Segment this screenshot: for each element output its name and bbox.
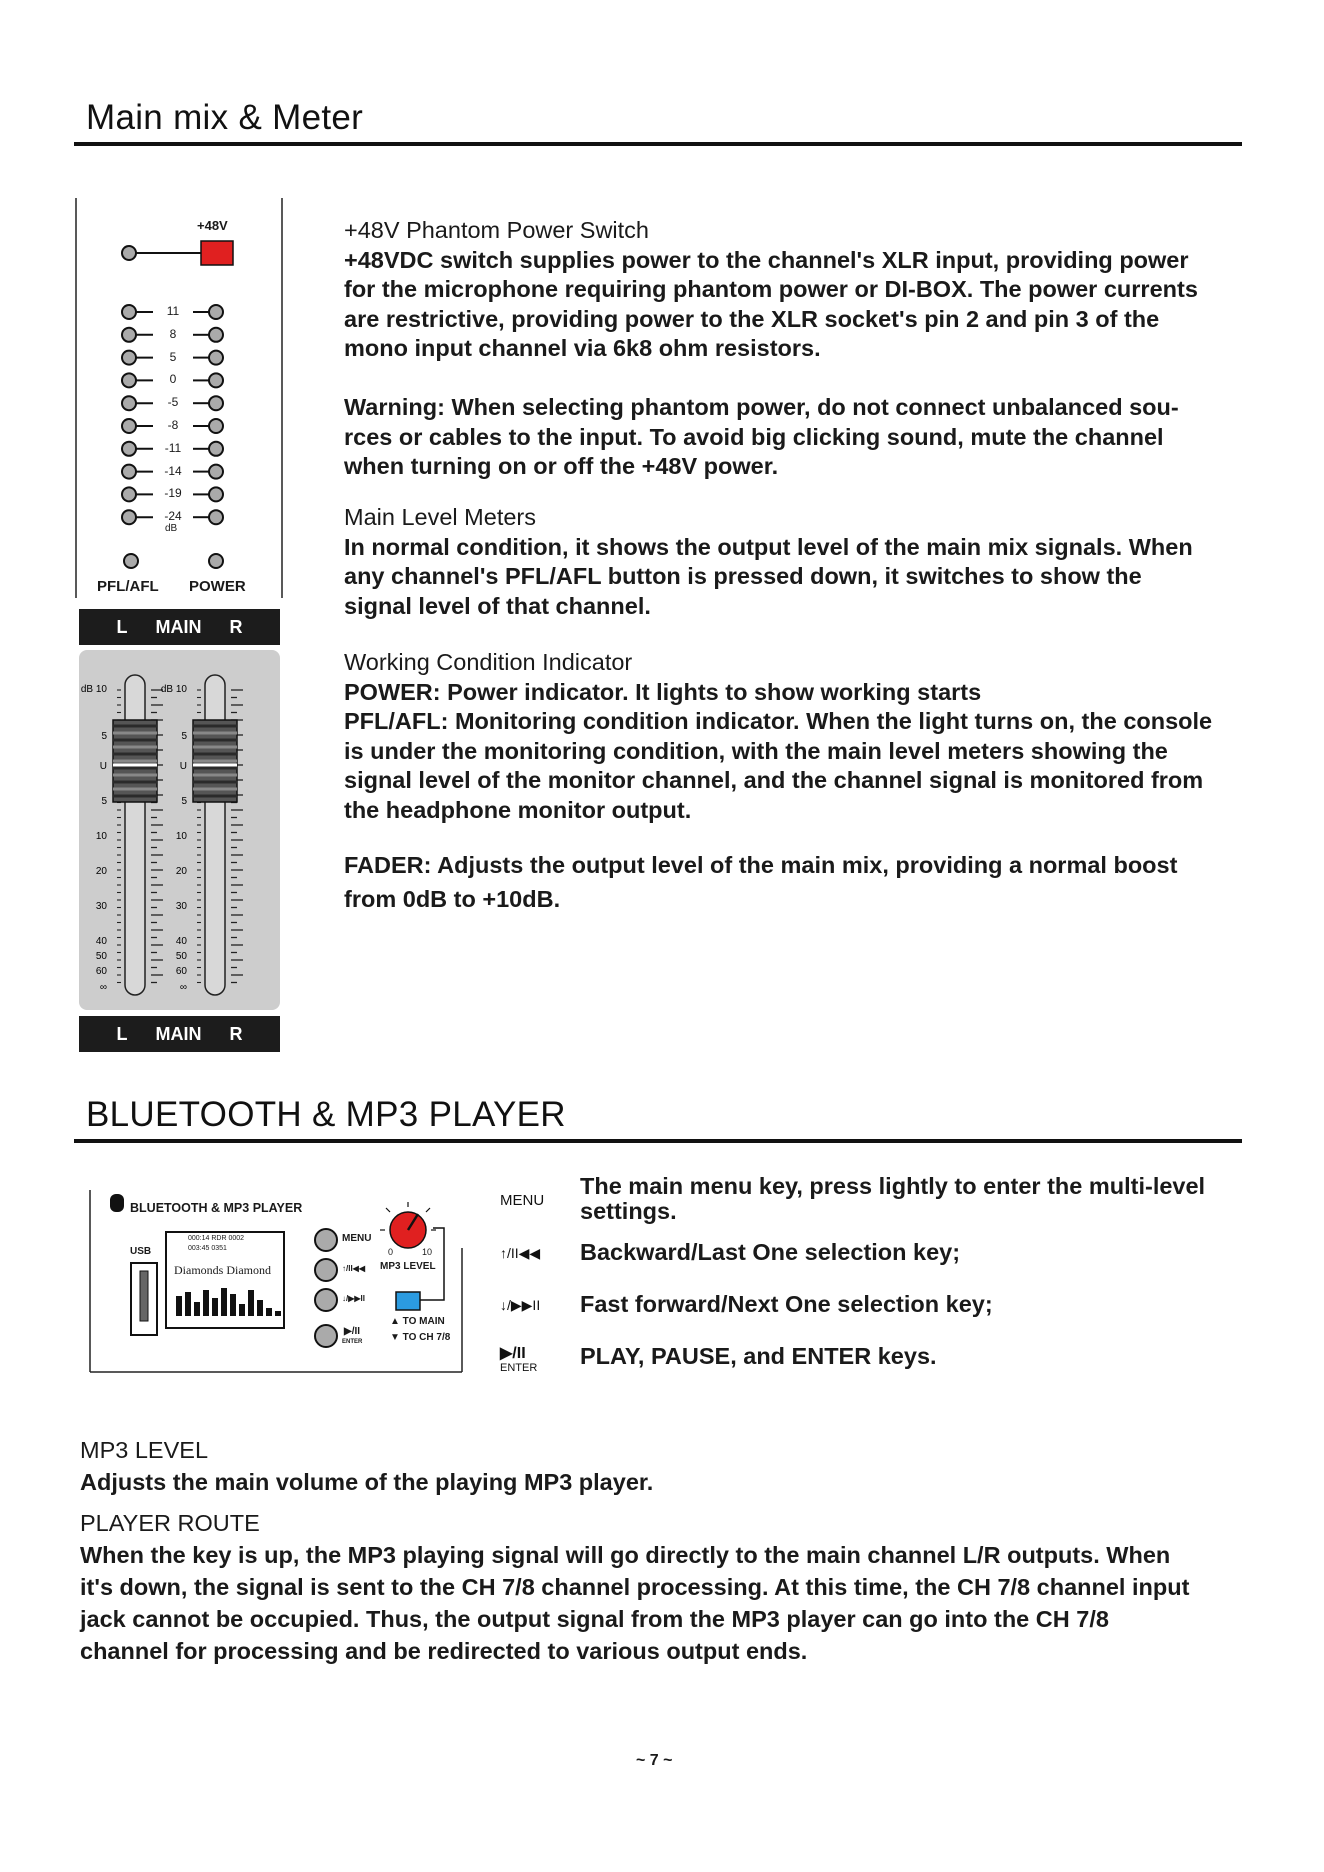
- section-title-bluetooth: BLUETOOTH & MP3 PLAYER: [86, 1095, 566, 1134]
- led-right: [209, 328, 223, 342]
- power-label: POWER: [189, 578, 246, 595]
- bt-panel-title: BLUETOOTH & MP3 PLAYER: [130, 1201, 303, 1215]
- display-line2: 003:45 0351: [188, 1245, 227, 1252]
- meter-scale-label: -19: [164, 486, 182, 501]
- meter-scale-label: 5: [169, 349, 177, 364]
- fader-scale-label: U: [99, 761, 107, 772]
- route-line: it's down, the signal is sent to the CH 7/8 channel processing. At this time, the CH 7/8 channel input: [80, 1574, 1190, 1600]
- main-label-r: R: [229, 616, 243, 637]
- fader-scale-label: 10: [95, 831, 107, 842]
- player-route-heading: PLAYER ROUTE: [80, 1510, 260, 1536]
- led-right: [209, 442, 223, 456]
- back-button-label: ↑/II◀◀: [342, 1264, 365, 1273]
- key-desc-line: The main menu key, press lightly to enter the multi-level: [580, 1173, 1206, 1199]
- meter-scale-label: -14: [164, 463, 182, 478]
- meter-scale-label: 0: [169, 372, 177, 387]
- mp3-level-text: [80, 1434, 653, 1498]
- led-right: [209, 510, 223, 524]
- working-line: signal level of the monitor channel, and the channel signal is monitored from: [344, 767, 1204, 793]
- fader-line: FADER: Adjusts the output level of the main mix, providing a normal boost: [344, 852, 1178, 878]
- fader-scale-label: 50: [95, 951, 107, 962]
- phantom-heading: +48V Phantom Power Switch: [344, 217, 650, 243]
- fader-drawing[interactable]: [79, 650, 280, 1010]
- warning-line: rces or cables to the input. To avoid big clicking sound, mute the channel: [344, 423, 1164, 450]
- main-label-main: MAIN: [155, 1023, 202, 1044]
- to-ch78-label: ▼ TO CH 7/8: [390, 1332, 451, 1343]
- mp3-level-heading: MP3 LEVEL: [80, 1437, 209, 1463]
- working-line: PFL/AFL: Monitoring condition indicator. When the light turns on, the console: [344, 708, 1213, 734]
- key-enter: ENTER: [500, 1362, 538, 1374]
- meter-scale-label: -11: [164, 440, 182, 455]
- meter-db-label: dB: [165, 523, 178, 534]
- main-label-l: L: [116, 1023, 128, 1044]
- key-back: ↑/II◀◀: [500, 1245, 541, 1261]
- forward-button-label: ↓/▶▶II: [342, 1294, 365, 1303]
- main-label-r: R: [229, 1023, 243, 1044]
- display-line1: 000:14 RDR 0002: [188, 1235, 245, 1242]
- main-label-l: L: [116, 616, 128, 637]
- fader-scale-label: dB 10: [80, 684, 107, 695]
- mp3-level-line: Adjusts the main volume of the playing MP3 player.: [80, 1469, 654, 1495]
- fader-panel: [79, 650, 280, 1010]
- phantom-line: are restrictive, providing power to the XLR socket's pin 2 and pin 3 of the: [344, 305, 1160, 332]
- usb-label: USB: [130, 1246, 152, 1257]
- led-left: [122, 419, 136, 433]
- led-left: [122, 305, 136, 319]
- key-play: ▶/II: [500, 1345, 526, 1362]
- bluetooth-panel-drawing: [88, 1188, 464, 1374]
- led-right: [209, 487, 223, 501]
- fader-scale-label: dB 10: [160, 684, 187, 695]
- pfl-afl-label: PFL/AFL: [97, 578, 159, 595]
- menu-button-label: MENU: [342, 1233, 372, 1244]
- fader-scale-label: 40: [95, 936, 107, 947]
- mp3-level-label: MP3 LEVEL: [380, 1261, 436, 1272]
- fader-scale-label: 5: [101, 731, 107, 742]
- phantom-48v-label: +48V: [197, 218, 228, 233]
- fader-line: from 0dB to +10dB.: [344, 886, 561, 912]
- player-route-text: [80, 1507, 1189, 1667]
- key-forward-desc: [580, 1292, 993, 1317]
- led-left: [122, 373, 136, 387]
- main-label-bottom: [79, 1016, 280, 1052]
- page-number: ~ 7 ~: [636, 1752, 673, 1769]
- led-right: [209, 305, 223, 319]
- fader-scale-label: 40: [175, 936, 187, 947]
- fader-scale-label: 30: [175, 901, 187, 912]
- meters-line: signal level of that channel.: [344, 592, 651, 619]
- main-label-top: [79, 609, 280, 645]
- section-title-main-mix: Main mix & Meter: [86, 98, 364, 137]
- phantom-line: mono input channel via 6k8 ohm resistors.: [344, 335, 821, 361]
- display-track-text: Diamonds Diamond: [174, 1263, 271, 1277]
- led-right: [209, 465, 223, 479]
- key-desc-line: Backward/Last One selection key;: [580, 1239, 961, 1265]
- warning-line: Warning: When selecting phantom power, do not connect unbalanced sou-: [344, 394, 1179, 420]
- play-button-label: ▶/II: [344, 1326, 361, 1337]
- led-left: [122, 351, 136, 365]
- knob-max-label: 10: [422, 1247, 433, 1257]
- route-line: jack cannot be occupied. Thus, the output signal from the MP3 player can go into the CH 7/8: [80, 1606, 1109, 1632]
- meter-scale-label: -5: [167, 395, 179, 410]
- section-divider: [74, 1139, 1242, 1143]
- knob-min-label: 0: [388, 1247, 394, 1257]
- to-main-label: ▲ TO MAIN: [390, 1316, 445, 1327]
- phantom-line: for the microphone requiring phantom power or DI-BOX. The power currents: [344, 276, 1198, 302]
- meter-scale-label: -24: [164, 509, 182, 524]
- key-desc-line: settings.: [580, 1198, 677, 1224]
- working-line: is under the monitoring condition, with the main level meters showing the: [344, 737, 1168, 764]
- led-right: [209, 373, 223, 387]
- section-divider: [74, 142, 1242, 146]
- working-line: POWER: Power indicator. It lights to show working starts: [344, 678, 982, 705]
- meter-scale-label: 11: [166, 304, 180, 318]
- led-left: [122, 396, 136, 410]
- meter-scale-label: 8: [169, 326, 177, 341]
- working-heading: Working Condition Indicator: [344, 649, 633, 675]
- key-desc-line: PLAY, PAUSE, and ENTER keys.: [580, 1343, 937, 1369]
- meter-scale-label: -8: [167, 418, 179, 432]
- fader-scale-label: 5: [181, 731, 187, 742]
- fader-scale-label: 30: [95, 901, 107, 912]
- fader-scale-label: 5: [101, 796, 107, 807]
- route-line: When the key is up, the MP3 playing signal will go directly to the main channel L/R outputs. When: [80, 1542, 1171, 1568]
- fader-scale-label: 50: [175, 951, 187, 962]
- led-left: [122, 465, 136, 479]
- led-right: [209, 419, 223, 433]
- fader-scale-label: 5: [181, 796, 187, 807]
- phantom-line: +48VDC switch supplies power to the channel's XLR input, providing power: [344, 246, 1189, 273]
- fader-scale-label: U: [179, 761, 187, 772]
- fader-scale-label: 10: [175, 831, 187, 842]
- enter-button-label: ENTER: [342, 1339, 363, 1345]
- led-left: [122, 328, 136, 342]
- meters-line: In normal condition, it shows the output level of the main mix signals. When: [344, 533, 1193, 560]
- meters-heading: Main Level Meters: [344, 504, 536, 530]
- main-level-meters-text: [344, 503, 1193, 621]
- meter-panel: [75, 198, 283, 610]
- working-line: the headphone monitor output.: [344, 796, 692, 823]
- led-right: [209, 351, 223, 365]
- key-menu-desc: [580, 1174, 1205, 1224]
- led-left: [122, 487, 136, 501]
- key-back-desc: [580, 1240, 960, 1265]
- key-forward: ↓/▶▶II: [500, 1297, 541, 1313]
- led-left: [122, 442, 136, 456]
- key-menu: MENU: [500, 1192, 545, 1209]
- led-left: [122, 510, 136, 524]
- fader-scale-label: 60: [95, 966, 107, 977]
- fader-scale-label: 60: [175, 966, 187, 977]
- warning-text: [344, 393, 1179, 482]
- route-line: channel for processing and be redirected to various output ends.: [80, 1638, 808, 1664]
- bluetooth-mp3-panel: [88, 1188, 464, 1374]
- led-right: [209, 396, 223, 410]
- fader-scale-label: ∞: [99, 982, 107, 993]
- key-play-desc: [580, 1344, 937, 1369]
- main-label-main: MAIN: [155, 616, 202, 637]
- fader-scale-label: ∞: [179, 982, 187, 993]
- working-condition-text: [344, 648, 1212, 825]
- fader-text: [344, 848, 1177, 916]
- meters-line: any channel's PFL/AFL button is pressed down, it switches to show the: [344, 563, 1142, 589]
- phantom-power-description: [344, 216, 1198, 364]
- fader-scale-label: 20: [95, 866, 107, 877]
- warning-line: when turning on or off the +48V power.: [344, 453, 779, 479]
- fader-scale-label: 20: [175, 866, 187, 877]
- key-desc-line: Fast forward/Next One selection key;: [580, 1291, 993, 1317]
